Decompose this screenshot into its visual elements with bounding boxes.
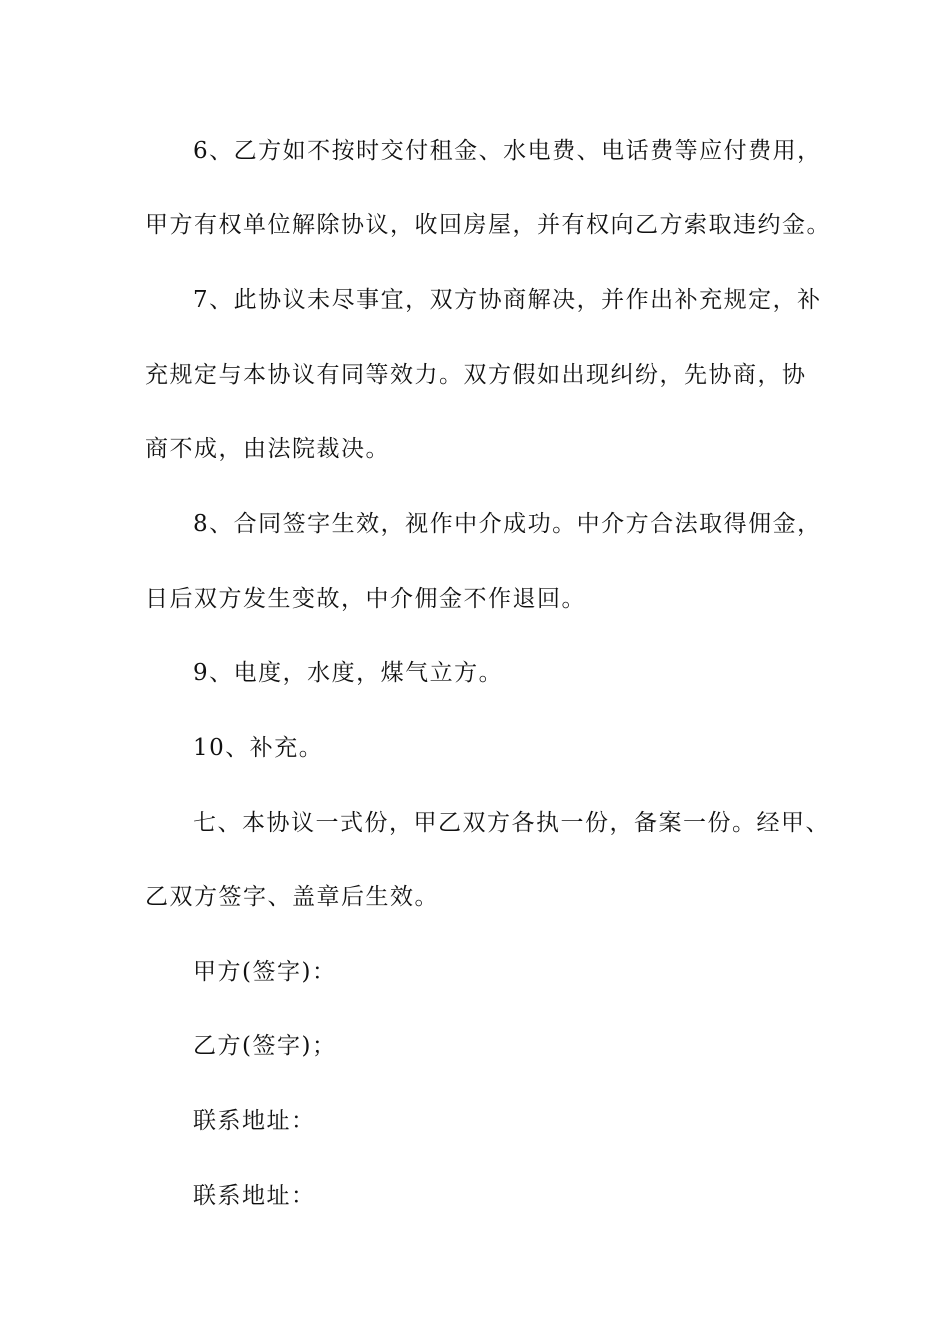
party-a-signature: 甲方(签字)： xyxy=(193,959,337,985)
clause-10: 10、补充。 xyxy=(193,735,324,761)
contact-address-1: 联系地址： xyxy=(193,1108,316,1134)
clause-7-line-2: 充规定与本协议有同等效力。双方假如出现纠纷，先协商，协 xyxy=(145,362,807,388)
section-7-line-1: 七、本协议一式份，甲乙双方各执一份，备案一份。经甲、 xyxy=(193,810,830,836)
contact-address-2: 联系地址： xyxy=(193,1183,316,1209)
clause-8-line-1: 8、合同签字生效，视作中介成功。中介方合法取得佣金， xyxy=(193,511,822,537)
clause-6-line-2: 甲方有权单位解除协议，收回房屋，并有权向乙方索取违约金。 xyxy=(145,212,831,238)
clause-9: 9、电度，水度，煤气立方。 xyxy=(193,660,504,686)
clause-6-line-1: 6、乙方如不按时交付租金、水电费、电话费等应付费用， xyxy=(193,138,822,164)
clause-8-line-2: 日后双方发生变故，中介佣金不作退回。 xyxy=(145,586,586,612)
clause-7-line-3: 商不成，由法院裁决。 xyxy=(145,436,390,462)
clause-7-line-1: 7、此协议未尽事宜，双方协商解决，并作出补充规定，补 xyxy=(193,287,822,313)
party-b-signature: 乙方(签字)； xyxy=(193,1033,337,1059)
section-7-line-2: 乙双方签字、盖章后生效。 xyxy=(145,884,439,910)
